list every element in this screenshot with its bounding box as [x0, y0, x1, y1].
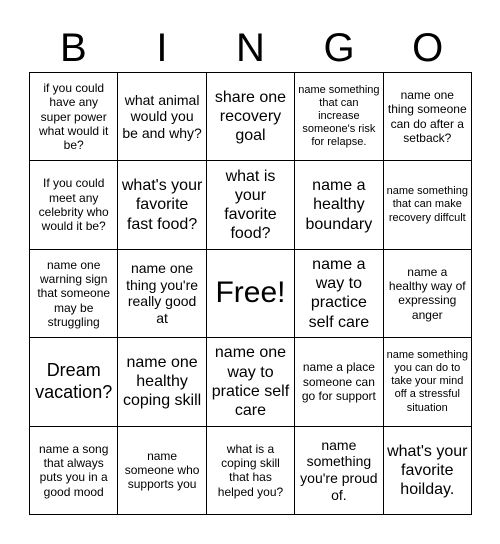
bingo-cell-b5[interactable]: name a song that always puts you in a good mood: [30, 426, 118, 514]
bingo-cell-i4[interactable]: name one healthy coping skill: [118, 338, 206, 426]
bingo-cell-o2[interactable]: name something that can make recovery diffcult: [383, 161, 471, 249]
bingo-cell-i1[interactable]: what animal would you be and why?: [118, 73, 206, 161]
bingo-cell-n5[interactable]: what is a coping skill that has helped you?: [206, 426, 294, 514]
bingo-cell-b1[interactable]: if you could have any super power what would it be?: [30, 73, 118, 161]
board-row-4: [30, 338, 472, 426]
board-row-1: [30, 73, 472, 161]
bingo-header: [29, 24, 472, 72]
bingo-cell-n2[interactable]: what is your favorite food?: [206, 161, 294, 249]
bingo-board: [29, 72, 472, 515]
bingo-cell-b3[interactable]: name one warning sign that someone may be struggling: [30, 249, 118, 337]
board-row-2: [30, 161, 472, 249]
bingo-cell-g2[interactable]: name a healthy boundary: [295, 161, 383, 249]
bingo-cell-o3[interactable]: name a healthy way of expressing anger: [383, 249, 471, 337]
bingo-cell-n4[interactable]: name one way to pratice self care: [206, 338, 294, 426]
header-letter-b: B: [59, 26, 87, 70]
bingo-cell-i5[interactable]: name someone who supports you: [118, 426, 206, 514]
board-row-5: [30, 426, 472, 514]
bingo-cell-o4[interactable]: name something you can do to take your mind off a stressful situation: [383, 338, 471, 426]
bingo-cell-i3[interactable]: name one thing you're really good at: [118, 249, 206, 337]
bingo-cell-g1[interactable]: name something that can increase someone's risk for relapse.: [295, 73, 383, 161]
board-row-3: [30, 249, 472, 337]
bingo-cell-n1[interactable]: share one recovery goal: [206, 73, 294, 161]
bingo-cell-g3[interactable]: name a way to practice self care: [295, 249, 383, 337]
bingo-cell-o5[interactable]: what's your favorite hoilday.: [383, 426, 471, 514]
header-letter-o: O: [412, 26, 444, 70]
header-letter-g: G: [323, 26, 355, 70]
header-letter-i: I: [156, 26, 168, 70]
bingo-cell-b2[interactable]: If you could meet any celebrity who would it be?: [30, 161, 118, 249]
bingo-cell-free[interactable]: Free!: [206, 249, 294, 337]
bingo-cell-o1[interactable]: name one thing someone can do after a setback?: [383, 73, 471, 161]
bingo-cell-g4[interactable]: name a place someone can go for support: [295, 338, 383, 426]
header-letter-n: N: [236, 26, 265, 70]
bingo-cell-i2[interactable]: what's your favorite fast food?: [118, 161, 206, 249]
bingo-cell-b4[interactable]: Dream vacation?: [30, 338, 118, 426]
bingo-cell-g5[interactable]: name something you're proud of.: [295, 426, 383, 514]
